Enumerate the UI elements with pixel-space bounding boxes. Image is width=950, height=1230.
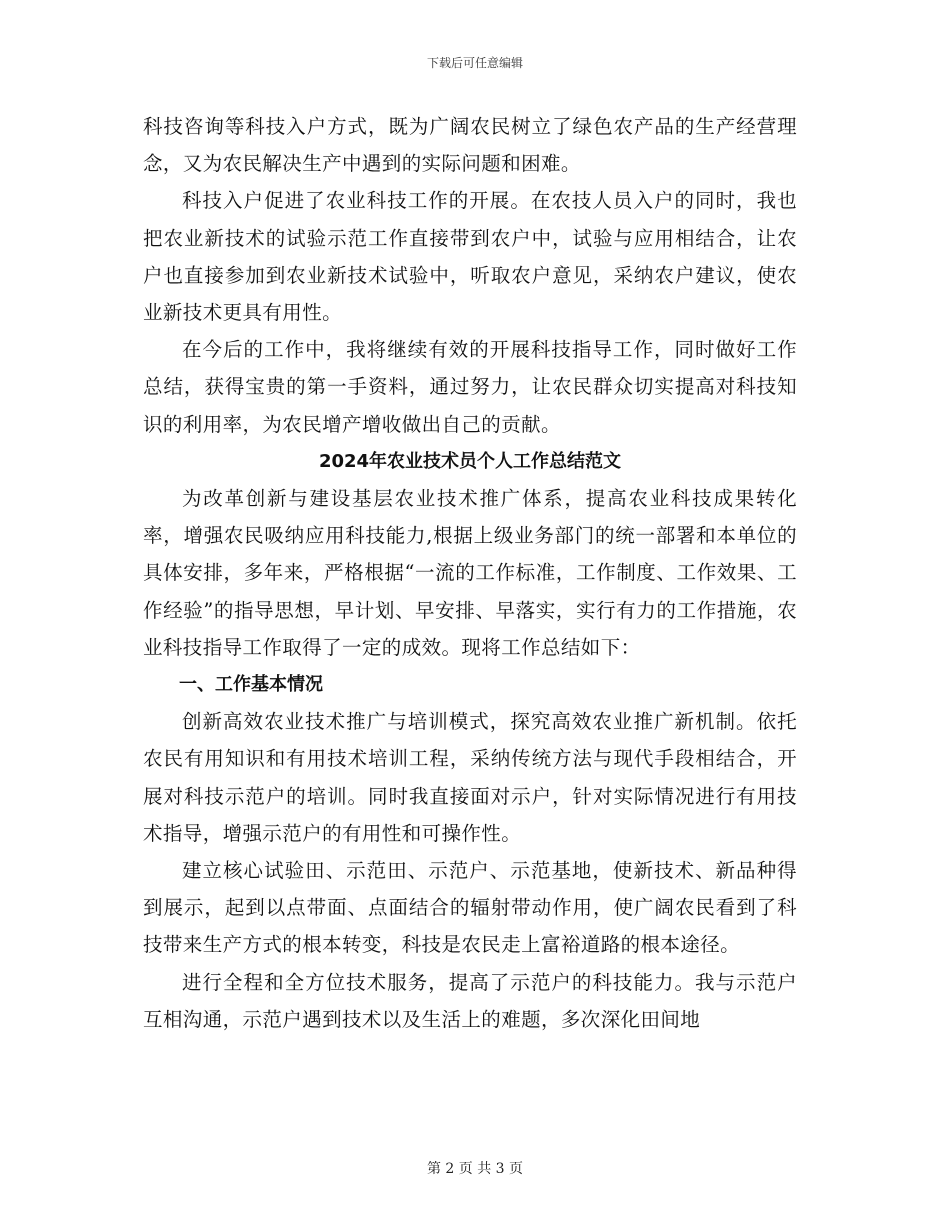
- paragraph-tech-household: 科技入户促进了农业科技工作的开展。在农技人员入户的同时，我也把农业新技术的试验示范工作直接带到农户中，试验与应用相结合，让农户也直接参加到农业新技术试验中，听取农户意见，采纳农户建议，使农业新技术更具有用性。: [143, 189, 797, 325]
- page-header: 下载后可任意编辑: [426, 56, 523, 70]
- page-footer: 第 2 页 共 3 页: [426, 1161, 524, 1177]
- document-body: [143, 108, 797, 1038]
- paragraph-continued: 科技咨询等科技入户方式，既为广阔农民树立了绿色农产品的生产经营理念，又为农民解决生产中遇到的实际问题和困难。: [143, 115, 797, 176]
- paragraph-full-service: 进行全程和全方位技术服务，提高了示范户的科技能力。我与示范户互相沟通，示范户遇到技术以及生活上的难题，多次深化田间地: [143, 970, 797, 1031]
- document-title: 2024年农业技术员个人工作总结范文: [318, 450, 622, 472]
- paragraph-training-model: 创新高效农业技术推广与培训模式，探究高效农业推广新机制。依托农民有用知识和有用技术培训工程，采纳传统方法与现代手段相结合，开展对科技示范户的培训。同时我直接面对示户，针对实际情况进行有用技术指导，增强示范户的有用性和可操作性。: [143, 710, 797, 845]
- section-heading: 一、工作基本情况: [179, 674, 323, 696]
- paragraph-intro: 为改革创新与建设基层农业技术推广体系，提高农业科技成果转化率，增强农民吸纳应用科技能力,根据上级业务部门的统一部署和本单位的具体安排，多年来，严格根据“一流的工作标准，工作制度、工作效果、工作经验”的指导思想，早计划、早安排、早落实，实行有力的工作措施，农业科技指导工作取得了一定的成效。现将工作总结如下：: [143, 487, 797, 659]
- paragraph-demo-fields: 建立核心试验田、示范田、示范户、示范基地，使新技术、新品种得到展示，起到以点带面、点面结合的辐射带动作用，使广阔农民看到了科技带来生产方式的根本转变，科技是农民走上富裕道路的根本途径。: [143, 859, 797, 957]
- paragraph-future-work: 在今后的工作中，我将继续有效的开展科技指导工作，同时做好工作总结，获得宝贵的第一手资料，通过努力，让农民群众切实提高对科技知识的利用率，为农民增产增收做出自己的贡献。: [143, 338, 797, 436]
